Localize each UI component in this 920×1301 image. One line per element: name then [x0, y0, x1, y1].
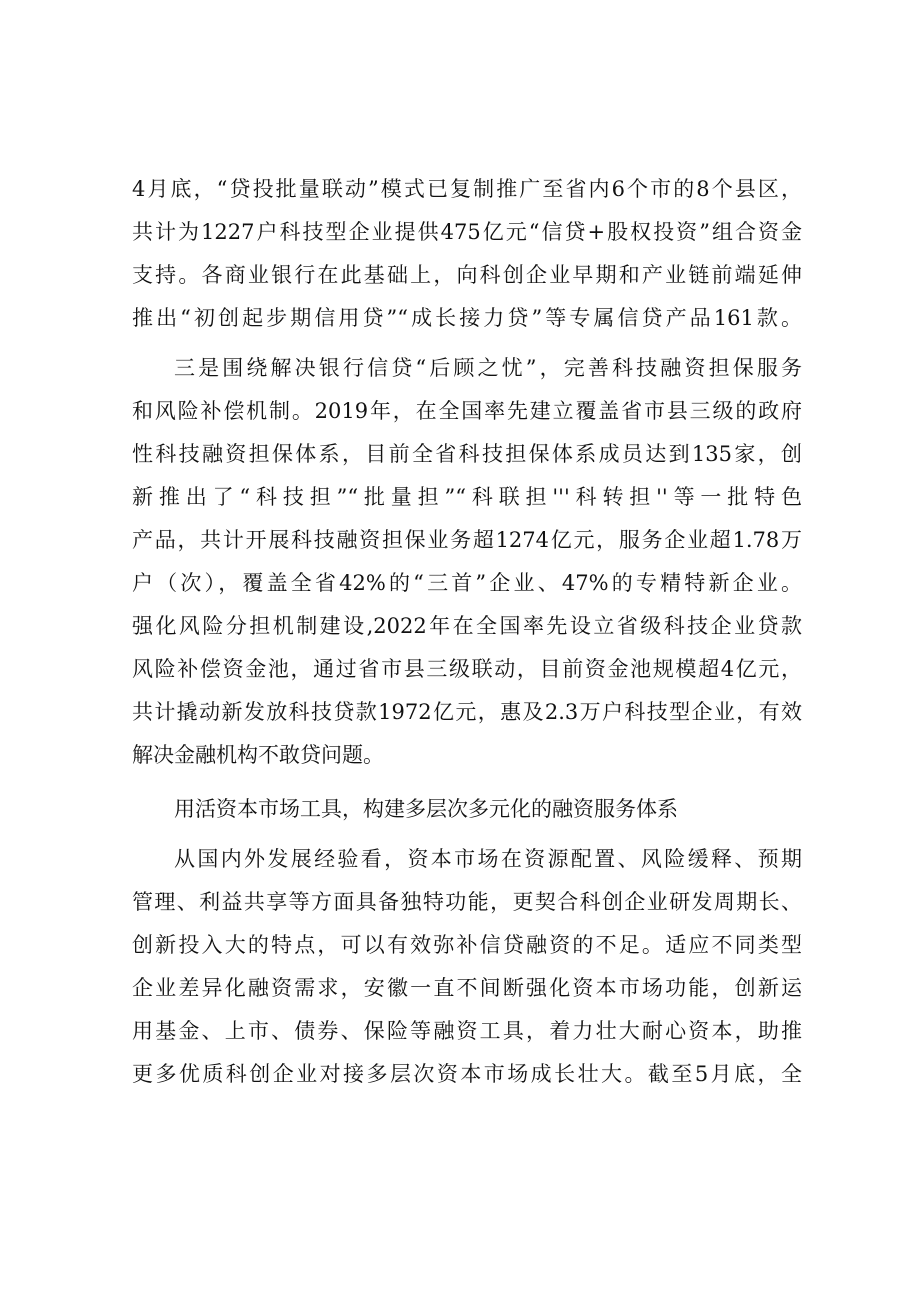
text-line: 户（次），覆盖全省42%的“三首”企业、47%的专精特新企业。	[132, 571, 802, 595]
text-line: 管理、利益共享等方面具备独特功能，更契合科创企业研发周期长、	[132, 890, 802, 914]
section-heading: 用活资本市场工具，构建多层次多元化的融资服务体系	[174, 797, 678, 821]
text-line: 支持。各商业银行在此基础上，向科创企业早期和产业链前端延伸	[132, 263, 802, 287]
text-line: 创新投入大的特点，可以有效弥补信贷融资的不足。适应不同类型	[132, 933, 802, 957]
text-line: 共计为1227户科技型企业提供475亿元“信贷+股权投资”组合资金	[132, 220, 802, 244]
text-line: 共计撬动新发放科技贷款1972亿元，惠及2.3万户科技型企业，有效	[132, 700, 802, 724]
text-line: 企业差异化融资需求，安徽一直不间断强化资本市场功能，创新运	[132, 976, 802, 1000]
paragraph-guarantee-loans-intro	[132, 168, 802, 340]
text-line: 用基金、上市、债券、保险等融资工具，着力壮大耐心资本，助推	[132, 1019, 802, 1043]
text-line: 更多优质科创企业对接多层次资本市场成长壮大。截至5月底，全	[132, 1062, 802, 1086]
text-line: 推出“初创起步期信用贷”“成长接力贷”等专属信贷产品161款。	[132, 306, 802, 330]
text-line: 从国内外发展经验看，资本市场在资源配置、风险缓释、预期	[174, 847, 802, 871]
text-line: 风险补偿资金池，通过省市县三级联动，目前资金池规模超4亿元，	[132, 657, 802, 681]
text-line: 新推出了“科技担”“批量担”“科联担'''科转担''等一批特色	[132, 485, 802, 509]
text-line: 和风险补偿机制。2019年，在全国率先建立覆盖省市县三级的政府	[132, 399, 802, 423]
text-line: 三是围绕解决银行信贷“后顾之忧”，完善科技融资担保服务	[174, 356, 802, 380]
text-line: 4月底，“贷投批量联动”模式已复制推广至省内6个市的8个县区，	[132, 177, 802, 201]
text-line: 解决金融机构不敢贷问题。	[132, 743, 384, 767]
text-line: 性科技融资担保体系，目前全省科技担保体系成员达到135家，创	[132, 442, 802, 466]
text-line: 强化风险分担机制建设,2022年在全国率先设立省级科技企业贷款	[132, 614, 802, 638]
paragraph-risk-compensation	[132, 347, 802, 777]
text-line: 产品，共计开展科技融资担保业务超1274亿元，服务企业超1.78万	[132, 528, 802, 552]
paragraph-capital-market	[132, 838, 802, 1096]
